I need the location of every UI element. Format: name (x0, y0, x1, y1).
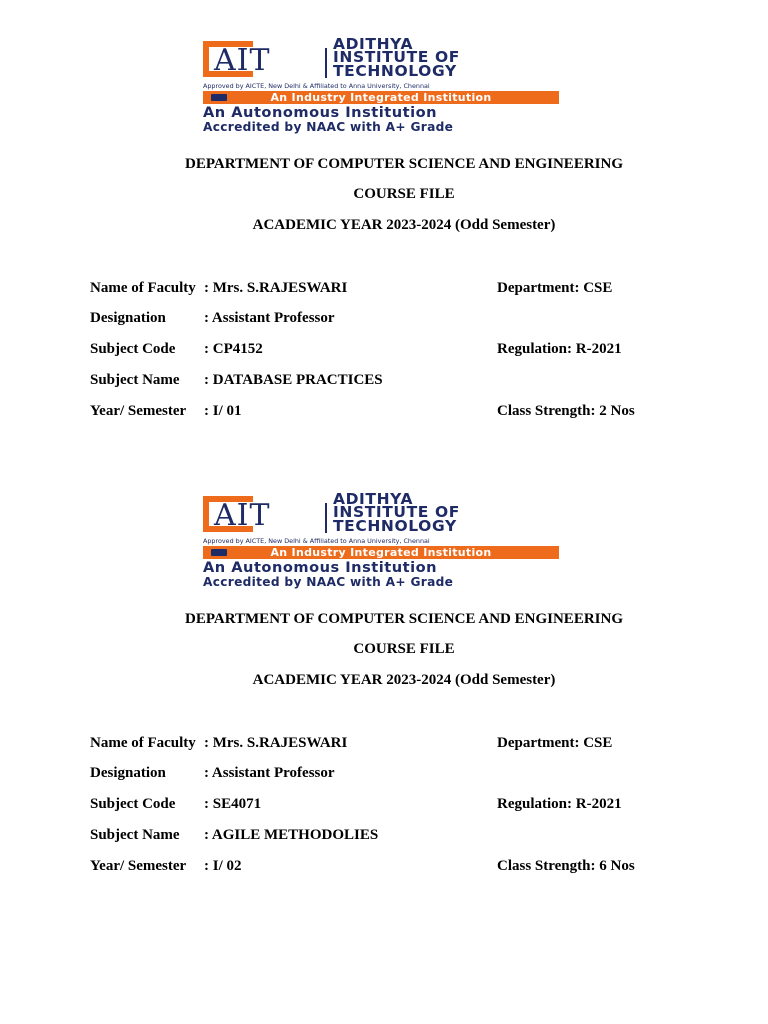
logo-separator (325, 503, 327, 533)
logo-short-name: AIT (214, 498, 271, 533)
class-strength-value: Class Strength: 6 Nos (497, 858, 635, 874)
subject-name-row (0, 826, 768, 844)
logo-accreditation-text: Accredited by NAAC with A+ Grade (203, 575, 454, 589)
course-file-heading: COURSE FILE (353, 186, 455, 202)
logo-institute-name (333, 490, 561, 535)
faculty-value: : Mrs. S.RAJESWARI (204, 735, 348, 751)
subject-name-label: Subject Name (90, 827, 180, 843)
department-heading: DEPARTMENT OF COMPUTER SCIENCE AND ENGINEERING (185, 156, 623, 172)
logo-name-line1: ADITHYA (333, 490, 414, 508)
logo-autonomous-text: An Autonomous Institution (203, 104, 438, 121)
logo-name-line1: ADITHYA (333, 35, 414, 53)
subject-name-value: : AGILE METHODOLIES (204, 827, 379, 843)
year-semester-row (0, 857, 768, 875)
course-file-heading: COURSE FILE (353, 641, 455, 657)
department-value: Department: CSE (497, 735, 613, 751)
subject-name-value: : DATABASE PRACTICES (204, 372, 383, 388)
department-value: Department: CSE (497, 280, 613, 296)
college-logo (203, 490, 561, 589)
academic-year-heading: ACADEMIC YEAR 2023-2024 (Odd Semester) (252, 672, 556, 688)
designation-value: : Assistant Professor (204, 310, 335, 326)
banner-emblem-icon (211, 549, 227, 556)
logo-name-line3: TECHNOLOGY (333, 61, 457, 80)
logo-separator (325, 48, 327, 78)
subject-code-row (0, 340, 768, 358)
logo-autonomous-text: An Autonomous Institution (203, 559, 438, 576)
designation-row (0, 309, 768, 327)
logo-banner-text: An Industry Integrated Institution (270, 91, 492, 104)
academic-year-heading: ACADEMIC YEAR 2023-2024 (Odd Semester) (252, 217, 556, 233)
logo-approved-text: Approved by AICTE, New Delhi & Affiliated to Anna University, Chennai (203, 537, 430, 545)
designation-row (0, 764, 768, 782)
logo-name-line2: INSTITUTE OF (333, 48, 460, 67)
subject-name-label: Subject Name (90, 372, 180, 388)
logo-accreditation-text: Accredited by NAAC with A+ Grade (203, 120, 454, 134)
subject-code-label: Subject Code (90, 796, 176, 812)
subject-code-value: : CP4152 (204, 341, 263, 357)
year-semester-value: : I/ 01 (204, 403, 242, 419)
regulation-value: Regulation: R-2021 (497, 796, 622, 812)
class-strength-value: Class Strength: 2 Nos (497, 403, 635, 419)
subject-code-value: : SE4071 (204, 796, 262, 812)
logo-banner (203, 91, 559, 104)
year-semester-value: : I/ 02 (204, 858, 242, 874)
department-heading: DEPARTMENT OF COMPUTER SCIENCE AND ENGINEERING (185, 611, 623, 627)
college-logo (203, 35, 561, 134)
faculty-row (0, 279, 768, 297)
logo-banner (203, 546, 559, 559)
logo-name-line2: INSTITUTE OF (333, 503, 460, 522)
faculty-row (0, 734, 768, 752)
faculty-label: Name of Faculty (90, 735, 196, 751)
logo-name-line3: TECHNOLOGY (333, 516, 457, 535)
logo-approved-text: Approved by AICTE, New Delhi & Affiliated to Anna University, Chennai (203, 82, 430, 90)
regulation-value: Regulation: R-2021 (497, 341, 622, 357)
designation-value: : Assistant Professor (204, 765, 335, 781)
faculty-value: : Mrs. S.RAJESWARI (204, 280, 348, 296)
subject-code-row (0, 795, 768, 813)
designation-label: Designation (90, 765, 166, 781)
year-semester-label: Year/ Semester (90, 403, 187, 419)
logo-banner-text: An Industry Integrated Institution (270, 546, 492, 559)
faculty-label: Name of Faculty (90, 280, 196, 296)
logo-institute-name (333, 35, 561, 80)
subject-code-label: Subject Code (90, 341, 176, 357)
designation-label: Designation (90, 310, 166, 326)
banner-emblem-icon (211, 94, 227, 101)
year-semester-row (0, 402, 768, 420)
logo-short-name: AIT (214, 43, 271, 78)
year-semester-label: Year/ Semester (90, 858, 187, 874)
subject-name-row (0, 371, 768, 389)
